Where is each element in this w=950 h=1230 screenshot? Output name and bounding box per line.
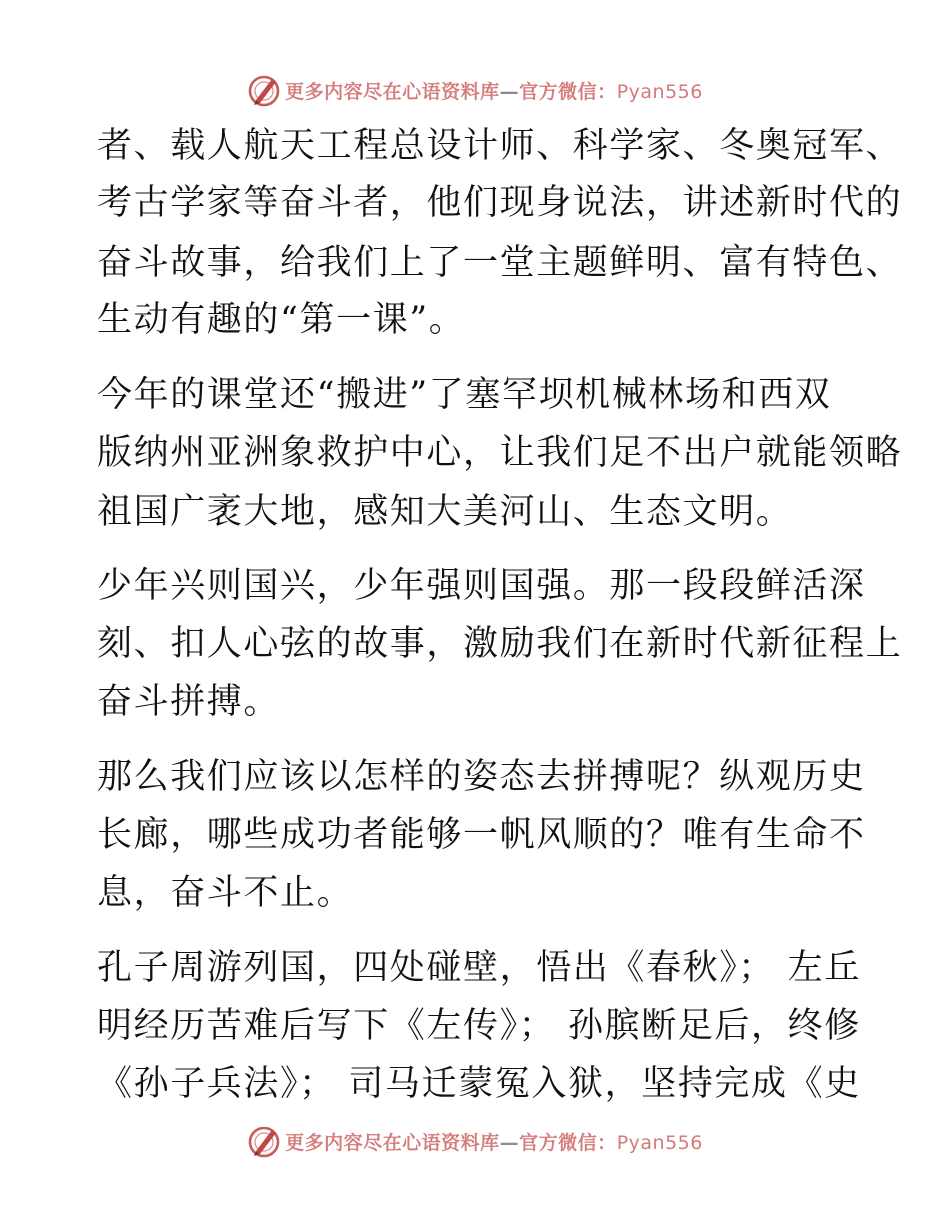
paragraph-1-line-4: 生动有趣的“第一课”。 [97,300,466,340]
paragraph-2-line-2: 版纳州亚洲象救护中心，让我们足不出户就能领略 [97,433,903,473]
paragraph-3-line-2: 刻、扣人心弦的故事，激励我们在新时代新征程上 [97,624,903,664]
watermark-contact-label: 官方微信： [519,80,617,103]
header-watermark [0,70,950,110]
watermark-separator: — [499,1131,520,1154]
paragraph-5-line-2: 明经历苦难后写下《左传》； 孙膑断足后，终修 [97,1006,861,1046]
paragraph-1-line-3: 奋斗故事，给我们上了一堂主题鲜明、富有特色、 [97,243,903,283]
watermark-account: Pyan556 [616,1131,703,1154]
paragraph-1-line-2: 考古学家等奋斗者，他们现身说法，讲述新时代的 [97,183,903,223]
paragraph-3-line-1: 少年兴则国兴，少年强则国强。那一段段鲜活深 [97,566,866,606]
paragraph-1-line-1: 者、载人航天工程总设计师、科学家、冬奥冠军、 [97,126,903,166]
paragraph-5-line-3: 《孙子兵法》； 司马迁蒙冤入狱，坚持完成《史 [97,1064,861,1104]
watermark-brand: 更多内容尽在心语资料库 [285,80,500,103]
paragraph-2-line-3: 祖国广袤大地，感知大美河山、生态文明。 [97,492,793,532]
pen-logo-icon [247,73,281,107]
paragraph-3-line-3: 奋斗拼搏。 [97,682,281,722]
paragraph-4-line-3: 息，奋斗不止。 [97,873,354,913]
watermark-contact-label: 官方微信： [519,1131,617,1154]
paragraph-5-line-1: 孔子周游列国，四处碰壁，悟出《春秋》； 左丘 [97,948,861,988]
pen-logo-icon [247,1124,281,1158]
footer-watermark [0,1121,950,1161]
paragraph-4-line-1: 那么我们应该以怎样的姿态去拼搏呢？纵观历史 [97,757,866,797]
paragraph-2-line-1: 今年的课堂还“搬进”了塞罕坝机械林场和西双 [97,375,832,415]
watermark-account: Pyan556 [616,80,703,103]
paragraph-4-line-2: 长廊，哪些成功者能够一帆风顺的？唯有生命不 [97,815,866,855]
watermark-brand: 更多内容尽在心语资料库 [285,1131,500,1154]
watermark-separator: — [499,80,520,103]
